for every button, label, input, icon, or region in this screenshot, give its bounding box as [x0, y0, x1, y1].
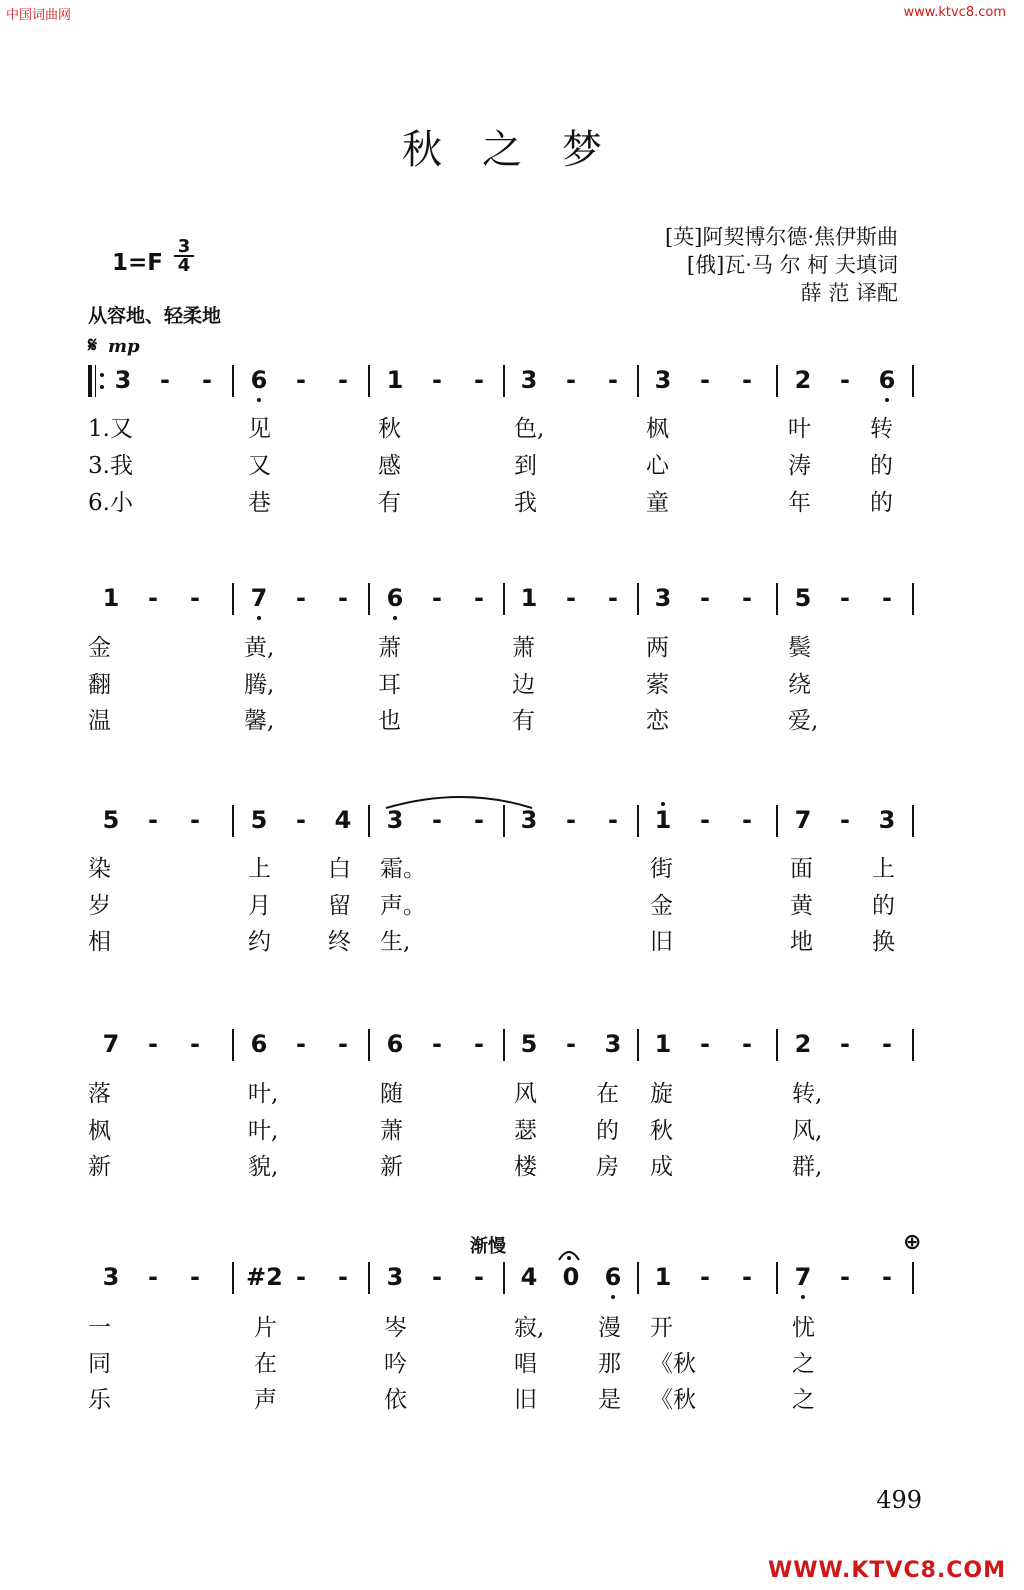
- key-signature: 1=F: [112, 250, 163, 276]
- lyric-syllable: 3.我: [88, 453, 133, 479]
- dash-note: -: [432, 366, 442, 394]
- barline: [503, 365, 505, 397]
- note: 3: [654, 584, 672, 612]
- lyric-syllable: 生,: [380, 929, 411, 955]
- lyric-syllable: 约: [248, 929, 271, 955]
- dash-note: -: [566, 1030, 576, 1058]
- dash-note: -: [338, 1030, 348, 1058]
- lyric-syllable: 涛: [788, 453, 811, 479]
- lyric-syllable: 忧: [792, 1315, 815, 1341]
- dash-note: -: [566, 806, 576, 834]
- low-octave-dot: [257, 398, 261, 402]
- lyric-syllable: 新: [380, 1154, 403, 1180]
- repeat-dot-upper: [100, 373, 104, 377]
- lyric-syllable: 月: [248, 893, 271, 919]
- time-signature-bottom: 4: [177, 255, 191, 276]
- lyric-syllable: 有: [512, 708, 535, 734]
- watermark: WWW.KTVC8.COM: [768, 1558, 1006, 1583]
- repeat-start-thick: [88, 365, 92, 397]
- lyric-syllable: 貌,: [248, 1154, 279, 1180]
- lyric-syllable: 我: [514, 490, 537, 516]
- note: 3: [114, 366, 132, 394]
- lyric-syllable: 叶: [788, 416, 811, 442]
- dash-note: -: [840, 1030, 850, 1058]
- note: 6: [386, 584, 404, 612]
- barline: [637, 583, 639, 615]
- lyric-syllable: 楼: [514, 1154, 537, 1180]
- low-octave-dot: [801, 1295, 805, 1299]
- lyric-syllable: 群,: [792, 1154, 823, 1180]
- barline: [232, 365, 234, 397]
- lyric-syllable: 旋: [650, 1081, 673, 1107]
- lyric-syllable: 叶,: [248, 1081, 279, 1107]
- note: 3: [102, 1263, 120, 1291]
- lyric-syllable: 巷: [248, 490, 271, 516]
- lyric-syllable: 有: [378, 490, 401, 516]
- barline: [637, 365, 639, 397]
- note: 4: [520, 1263, 538, 1291]
- dash-note: -: [608, 806, 618, 834]
- note: 6: [878, 366, 896, 394]
- lyric-syllable: 枫: [88, 1118, 111, 1144]
- barline: [912, 365, 914, 397]
- dash-note: -: [608, 584, 618, 612]
- note: 6: [250, 366, 268, 394]
- barline: [637, 1262, 639, 1294]
- note: 3: [520, 806, 538, 834]
- lyric-syllable: 落: [88, 1081, 111, 1107]
- lyric-syllable: 见: [248, 416, 271, 442]
- note: 7: [250, 584, 268, 612]
- lyric-syllable: 岁: [88, 893, 111, 919]
- lyric-syllable: 留: [328, 893, 351, 919]
- credit-lyricist: [俄]瓦·马 尔 柯 夫填词: [686, 253, 898, 277]
- dash-note: -: [296, 1263, 306, 1291]
- lyric-syllable: 片: [254, 1315, 277, 1341]
- lyric-syllable: 萧: [378, 635, 401, 661]
- lyric-syllable: 声。: [380, 893, 426, 919]
- time-signature-top: 3: [174, 238, 194, 257]
- lyric-syllable: 依: [384, 1387, 407, 1413]
- dash-note: -: [474, 1030, 484, 1058]
- dash-note: -: [474, 366, 484, 394]
- lyric-syllable: 绕: [788, 672, 811, 698]
- barline: [776, 365, 778, 397]
- lyric-syllable: 成: [650, 1154, 673, 1180]
- lyric-syllable: 乐: [88, 1387, 111, 1413]
- lyric-syllable: 转: [870, 416, 893, 442]
- dash-note: -: [148, 1030, 158, 1058]
- dash-note: -: [700, 584, 710, 612]
- lyric-syllable: 《秋: [650, 1351, 696, 1377]
- lyric-syllable: 《秋: [650, 1387, 696, 1413]
- dash-note: -: [566, 366, 576, 394]
- dash-note: -: [742, 1030, 752, 1058]
- verse-lyric-start: 1.又: [88, 416, 133, 442]
- lyric-syllable: 感: [378, 453, 401, 479]
- dash-note: -: [296, 366, 306, 394]
- barline: [503, 1029, 505, 1061]
- lyric-syllable: 馨,: [244, 708, 275, 734]
- barline: [637, 805, 639, 837]
- lyric-syllable: 翻: [88, 672, 111, 698]
- dash-note: -: [742, 1263, 752, 1291]
- dash-note: -: [338, 366, 348, 394]
- lyric-syllable: 黄: [790, 893, 813, 919]
- lyric-syllable: 的: [596, 1118, 619, 1144]
- note: 0: [562, 1263, 580, 1291]
- repeat-dot-lower: [100, 385, 104, 389]
- lyric-syllable: 萦: [646, 672, 669, 698]
- lyric-syllable: 上: [872, 856, 895, 882]
- lyric-syllable: 新: [88, 1154, 111, 1180]
- note: 1: [386, 366, 404, 394]
- dash-note: -: [840, 366, 850, 394]
- lyric-syllable: 秋: [378, 416, 401, 442]
- note: 1: [654, 1030, 672, 1058]
- lyric-syllable: 街: [650, 856, 673, 882]
- note: 5: [102, 806, 120, 834]
- lyric-syllable: 在: [254, 1351, 277, 1377]
- lyric-syllable: 旧: [514, 1387, 537, 1413]
- dynamic-marking: mp: [108, 336, 140, 357]
- lyric-syllable: 心: [646, 453, 669, 479]
- lyric-syllable: 寂,: [514, 1315, 545, 1341]
- lyric-syllable: 上: [248, 856, 271, 882]
- dash-note: -: [700, 1030, 710, 1058]
- barline: [232, 1029, 234, 1061]
- low-octave-dot: [393, 616, 397, 620]
- dash-note: -: [190, 1030, 200, 1058]
- lyric-syllable: 旧: [650, 929, 673, 955]
- dash-note: -: [296, 584, 306, 612]
- barline: [368, 365, 370, 397]
- note: 3: [386, 806, 404, 834]
- barline: [912, 805, 914, 837]
- note: 1: [654, 1263, 672, 1291]
- barline: [776, 1262, 778, 1294]
- dash-note: -: [882, 1030, 892, 1058]
- lyric-syllable: 唱: [514, 1351, 537, 1377]
- dash-note: -: [742, 366, 752, 394]
- ritardando-marking: 渐慢: [470, 1236, 506, 1257]
- dash-note: -: [432, 1030, 442, 1058]
- coda-icon: ⊕: [903, 1230, 922, 1255]
- dash-note: -: [190, 1263, 200, 1291]
- lyric-syllable: 房: [596, 1154, 619, 1180]
- note: 2: [794, 1030, 812, 1058]
- dash-note: -: [882, 584, 892, 612]
- dash-note: -: [190, 584, 200, 612]
- note: 1: [102, 584, 120, 612]
- note: 5: [794, 584, 812, 612]
- lyric-syllable: 腾,: [244, 672, 275, 698]
- note: #2: [246, 1263, 283, 1291]
- lyric-syllable: 耳: [378, 672, 401, 698]
- lyric-syllable: 之: [792, 1387, 815, 1413]
- time-signature: [174, 238, 194, 274]
- credit-translator: 薛 范 译配: [800, 281, 898, 305]
- lyric-syllable: 黄,: [244, 635, 275, 661]
- dash-note: -: [474, 584, 484, 612]
- barline: [912, 1262, 914, 1294]
- note: 3: [878, 806, 896, 834]
- lyric-syllable: 终: [328, 929, 351, 955]
- lyric-syllable: 的: [870, 453, 893, 479]
- low-octave-dot: [611, 1295, 615, 1299]
- dash-note: -: [160, 366, 170, 394]
- dash-note: -: [338, 584, 348, 612]
- barline: [912, 583, 914, 615]
- lyric-syllable: 童: [646, 490, 669, 516]
- dash-note: -: [840, 584, 850, 612]
- high-octave-dot: [661, 802, 665, 806]
- barline: [912, 1029, 914, 1061]
- note: 3: [604, 1030, 622, 1058]
- tie-arc: [382, 792, 542, 812]
- note: 2: [794, 366, 812, 394]
- lyric-syllable: 开: [650, 1315, 673, 1341]
- dash-note: -: [202, 366, 212, 394]
- note: 6: [386, 1030, 404, 1058]
- dash-note: -: [474, 1263, 484, 1291]
- dash-note: -: [148, 1263, 158, 1291]
- dash-note: -: [840, 1263, 850, 1291]
- note: 1: [520, 584, 538, 612]
- note: 7: [794, 1263, 812, 1291]
- barline: [368, 1262, 370, 1294]
- lyric-syllable: 两: [646, 635, 669, 661]
- dash-note: -: [432, 584, 442, 612]
- lyric-syllable: 边: [512, 672, 535, 698]
- lyric-syllable: 声: [254, 1387, 277, 1413]
- note: 7: [102, 1030, 120, 1058]
- note: 5: [250, 806, 268, 834]
- lyric-syllable: 又: [248, 453, 271, 479]
- barline: [232, 1262, 234, 1294]
- lyric-syllable: 瑟: [514, 1118, 537, 1144]
- lyric-syllable: 霜。: [380, 856, 426, 882]
- lyric-syllable: 金: [650, 893, 673, 919]
- lyric-syllable: 金: [88, 635, 111, 661]
- lyric-syllable: 温: [88, 708, 111, 734]
- dash-note: -: [700, 1263, 710, 1291]
- lyric-syllable: 白: [328, 856, 351, 882]
- barline: [776, 583, 778, 615]
- dash-note: -: [840, 806, 850, 834]
- dash-note: -: [296, 1030, 306, 1058]
- lyric-syllable: 叶,: [248, 1118, 279, 1144]
- lyric-syllable: 萧: [380, 1118, 403, 1144]
- lyric-syllable: 转,: [792, 1081, 823, 1107]
- barline: [368, 805, 370, 837]
- lyric-syllable: 相: [88, 929, 111, 955]
- lyric-syllable: 换: [872, 929, 895, 955]
- lyric-syllable: 风,: [792, 1118, 823, 1144]
- barline: [368, 1029, 370, 1061]
- segno-sign: 𝄋: [88, 333, 98, 357]
- dash-note: -: [700, 366, 710, 394]
- fermata-icon: [557, 1246, 581, 1262]
- lyric-syllable: 在: [596, 1081, 619, 1107]
- note: 5: [520, 1030, 538, 1058]
- dash-note: -: [148, 584, 158, 612]
- lyric-syllable: 染: [88, 856, 111, 882]
- lyric-syllable: 漫: [598, 1315, 621, 1341]
- low-octave-dot: [257, 616, 261, 620]
- lyric-syllable: 恋: [646, 708, 669, 734]
- lyric-syllable: 同: [88, 1351, 111, 1377]
- tempo-marking: 从容地、轻柔地: [88, 305, 222, 327]
- dash-note: -: [474, 806, 484, 834]
- lyric-syllable: 吟: [384, 1351, 407, 1377]
- lyric-syllable: 是: [598, 1387, 621, 1413]
- lyric-syllable: 风: [514, 1081, 537, 1107]
- dash-note: -: [432, 1263, 442, 1291]
- dash-note: -: [742, 584, 752, 612]
- lyric-syllable: 一: [88, 1315, 111, 1341]
- dash-note: -: [742, 806, 752, 834]
- barline: [776, 805, 778, 837]
- note: 3: [520, 366, 538, 394]
- note: 4: [334, 806, 352, 834]
- site-name-left: 中国词曲网: [6, 8, 72, 23]
- lyric-syllable: 到: [514, 453, 537, 479]
- barline: [776, 1029, 778, 1061]
- lyric-syllable: 色,: [514, 416, 545, 442]
- lyric-syllable: 枫: [646, 416, 669, 442]
- dash-note: -: [566, 584, 576, 612]
- lyric-syllable: 也: [378, 708, 401, 734]
- barline: [232, 583, 234, 615]
- lyric-syllable: 地: [790, 929, 813, 955]
- low-octave-dot: [885, 398, 889, 402]
- repeat-start-thin: [95, 365, 96, 397]
- lyric-syllable: 年: [788, 490, 811, 516]
- barline: [232, 805, 234, 837]
- note: 7: [794, 806, 812, 834]
- dash-note: -: [296, 806, 306, 834]
- lyric-syllable: 岑: [384, 1315, 407, 1341]
- lyric-syllable: 随: [380, 1081, 403, 1107]
- lyric-syllable: 6.小: [88, 490, 133, 516]
- dash-note: -: [700, 806, 710, 834]
- note: 3: [654, 366, 672, 394]
- dash-note: -: [608, 366, 618, 394]
- barline: [368, 583, 370, 615]
- note: 3: [386, 1263, 404, 1291]
- dash-note: -: [338, 1263, 348, 1291]
- song-title: 秋之梦: [402, 127, 642, 173]
- page-number: 499: [876, 1486, 922, 1514]
- dash-note: -: [148, 806, 158, 834]
- dash-note: -: [432, 806, 442, 834]
- lyric-syllable: 爱,: [788, 708, 819, 734]
- note: 1: [654, 806, 672, 834]
- lyric-syllable: 鬓: [788, 635, 811, 661]
- barline: [503, 1262, 505, 1294]
- lyric-syllable: 面: [790, 856, 813, 882]
- lyric-syllable: 的: [872, 893, 895, 919]
- barline: [503, 583, 505, 615]
- note: 6: [604, 1263, 622, 1291]
- dash-note: -: [882, 1263, 892, 1291]
- lyric-syllable: 之: [792, 1351, 815, 1377]
- barline: [637, 1029, 639, 1061]
- site-url-right: www.ktvc8.com: [903, 5, 1006, 20]
- lyric-syllable: 秋: [650, 1118, 673, 1144]
- lyric-syllable: 萧: [512, 635, 535, 661]
- lyric-syllable: 的: [870, 490, 893, 516]
- lyric-syllable: 那: [598, 1351, 621, 1377]
- credit-composer: [英]阿契博尔德·焦伊斯曲: [664, 225, 898, 249]
- dash-note: -: [190, 806, 200, 834]
- note: 6: [250, 1030, 268, 1058]
